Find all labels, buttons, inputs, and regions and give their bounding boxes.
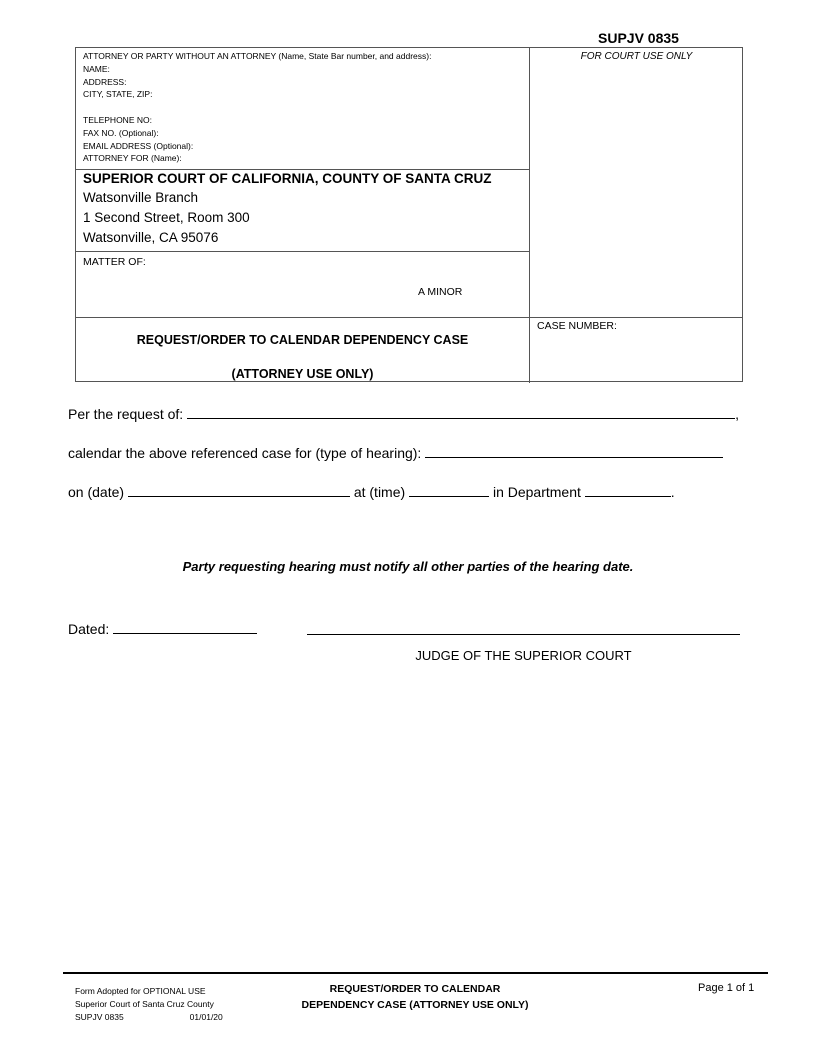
footer-court: Superior Court of Santa Cruz County: [75, 999, 214, 1009]
form-title: REQUEST/ORDER TO CALENDAR DEPENDENCY CASE: [136, 333, 469, 347]
attorney-name-label: NAME:: [83, 63, 110, 74]
notice-text: Party requesting hearing must notify all other parties of the hearing date.: [182, 559, 634, 574]
footer-rule: [63, 972, 768, 974]
on-date-label: on (date): [68, 484, 125, 500]
dated-label: Dated:: [68, 621, 110, 637]
footer-adopted: Form Adopted for OPTIONAL USE: [75, 986, 206, 996]
footer-left: [75, 985, 223, 1024]
date-time-line: [68, 482, 675, 500]
form-subtitle: (ATTORNEY USE ONLY): [231, 367, 374, 381]
hearing-type-line: [68, 443, 723, 461]
court-use-only-label: FOR COURT USE ONLY: [580, 51, 693, 62]
requester-field[interactable]: [187, 404, 735, 419]
department-label: in Department: [492, 484, 581, 500]
at-time-label: at (time): [353, 484, 406, 500]
calendar-text: calendar the above referenced case for (type of hearing):: [68, 445, 422, 461]
court-city: Watsonville, CA 95076: [83, 230, 219, 245]
court-street: 1 Second Street, Room 300: [83, 210, 250, 225]
date-line-period: .: [670, 484, 675, 500]
attorney-block[interactable]: [83, 50, 431, 165]
per-request-label: Per the request of:: [68, 406, 184, 422]
footer-form-code: SUPJV 0835: [75, 1012, 124, 1022]
footer-page-number: Page 1 of 1: [698, 982, 755, 994]
email-label: EMAIL ADDRESS (Optional):: [83, 140, 194, 151]
hearing-time-field[interactable]: [409, 482, 489, 497]
matter-label: MATTER OF:: [83, 256, 146, 268]
dated-line: [68, 619, 257, 637]
court-name: SUPERIOR COURT OF CALIFORNIA, COUNTY OF SANTA CRUZ: [83, 171, 492, 186]
court-branch: Watsonville Branch: [83, 190, 199, 205]
divider-title-row: [76, 317, 743, 318]
footer-form-code-row: [75, 1011, 223, 1024]
divider-court-matter: [76, 251, 529, 252]
attorney-address-label: ADDRESS:: [83, 76, 127, 87]
attorney-for-label: ATTORNEY FOR (Name):: [83, 153, 182, 164]
footer-title: REQUEST/ORDER TO CALENDAR DEPENDENCY CASE (ATTORNEY USE ONLY): [301, 983, 529, 1011]
divider-attorney-court: [76, 169, 529, 170]
caption-divider-vertical: [529, 48, 530, 383]
per-request-line: [68, 404, 739, 422]
footer-form-date: 01/01/20: [189, 1012, 223, 1022]
per-request-comma: ,: [735, 406, 739, 422]
telephone-label: TELEPHONE NO:: [83, 114, 152, 125]
case-number-label: CASE NUMBER:: [537, 320, 617, 332]
form-number: SUPJV 0835: [598, 30, 679, 46]
attorney-city-label: CITY, STATE, ZIP:: [83, 89, 153, 100]
fax-label: FAX NO. (Optional):: [83, 127, 159, 138]
minor-label: A MINOR: [418, 286, 463, 298]
attorney-heading: ATTORNEY OR PARTY WITHOUT AN ATTORNEY (Name, State Bar number, and address):: [83, 51, 432, 61]
hearing-type-field[interactable]: [425, 443, 723, 458]
dated-field[interactable]: [113, 619, 257, 634]
department-field[interactable]: [585, 482, 671, 497]
judge-label: JUDGE OF THE SUPERIOR COURT: [415, 648, 632, 663]
judge-signature-line[interactable]: [307, 634, 740, 635]
hearing-date-field[interactable]: [128, 482, 350, 497]
